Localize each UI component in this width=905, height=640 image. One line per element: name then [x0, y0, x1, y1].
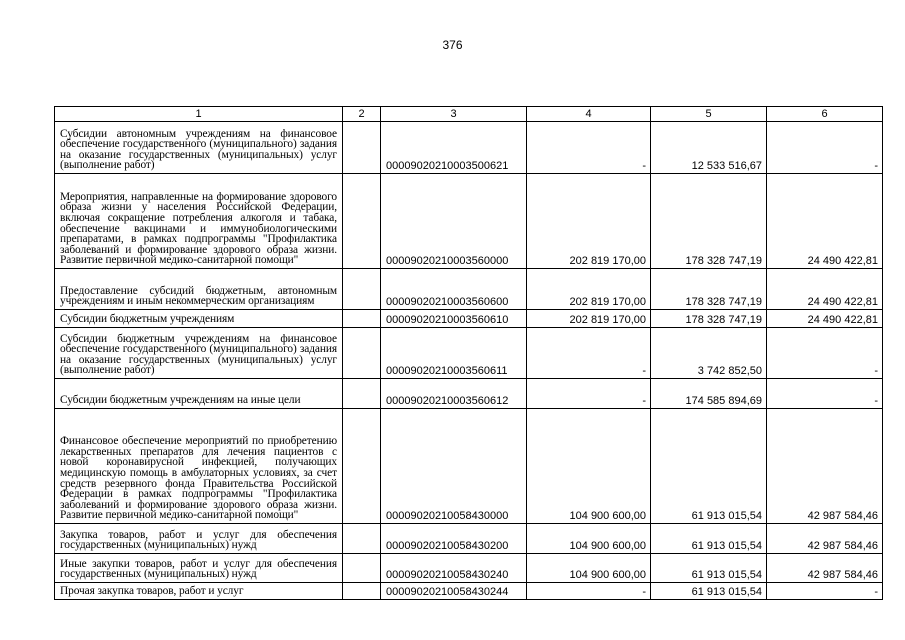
header-cell: 2: [343, 107, 381, 122]
row-value-6: -: [767, 122, 883, 174]
row-value-4: 104 900 600,00: [527, 524, 651, 554]
row-value-6: 24 490 422,81: [767, 269, 883, 310]
row-value-4: 104 900 600,00: [527, 409, 651, 524]
row-description: Финансовое обеспечение мероприятий по приобретению лекарственных препаратов для лечения пациентов с новой коронавирусной инфекцией, получающих медицинскую помощь в амбулаторных условиях, за счет средств резервного фонда Правительства Российской Федерации в рамках подпрограммы "Профилактика заболеваний и формирование здорового образа жизни. Развитие первичной медико-санитарной помощи": [55, 409, 343, 524]
row-value-5: 178 328 747,19: [651, 269, 767, 310]
row-value-6: -: [767, 583, 883, 600]
row-code: 00009020210003560612: [381, 379, 527, 409]
row-code: 00009020210058430200: [381, 524, 527, 554]
table-row: [55, 310, 883, 328]
table-row: [55, 269, 883, 310]
row-value-4: -: [527, 328, 651, 379]
header-cell: 1: [55, 107, 343, 122]
row-code: 00009020210003560600: [381, 269, 527, 310]
row-description: Иные закупки товаров, работ и услуг для обеспечения государственных (муниципальных) нужд: [55, 554, 343, 583]
header-cell: 6: [767, 107, 883, 122]
row-value-6: -: [767, 328, 883, 379]
table-header-row: [55, 107, 883, 122]
header-cell: 4: [527, 107, 651, 122]
row-col2: [343, 583, 381, 600]
row-code: 00009020210058430240: [381, 554, 527, 583]
row-value-6: 42 987 584,46: [767, 524, 883, 554]
row-description: Мероприятия, направленные на формирование здорового образа жизни у населения Российской Федерации, включая сокращение потребления алкоголя и табака, обеспечение вакцинами и иммунобиологическими препаратами, в рамках подпрограммы "Профилактика заболеваний и формирование здорового образа жизни. Развитие первичной медико-санитарной помощи": [55, 174, 343, 269]
row-value-5: 12 533 516,67: [651, 122, 767, 174]
row-description: Субсидии бюджетным учреждениям: [55, 310, 343, 328]
row-value-4: -: [527, 583, 651, 600]
table-row: [55, 583, 883, 600]
row-col2: [343, 122, 381, 174]
table-row: [55, 174, 883, 269]
row-value-5: 61 913 015,54: [651, 409, 767, 524]
row-code: 00009020210058430000: [381, 409, 527, 524]
row-value-5: 178 328 747,19: [651, 174, 767, 269]
budget-table: [54, 106, 883, 600]
row-description: Субсидии бюджетным учреждениям на финансовое обеспечение государственного (муниципального) задания на оказание государственных (муниципальных) услуг (выполнение работ): [55, 328, 343, 379]
row-value-5: 61 913 015,54: [651, 554, 767, 583]
row-value-4: 202 819 170,00: [527, 310, 651, 328]
row-value-5: 174 585 894,69: [651, 379, 767, 409]
row-code: 00009020210003560611: [381, 328, 527, 379]
row-value-4: -: [527, 379, 651, 409]
row-code: 00009020210003560000: [381, 174, 527, 269]
row-description: Прочая закупка товаров, работ и услуг: [55, 583, 343, 600]
row-description: Закупка товаров, работ и услуг для обеспечения государственных (муниципальных) нужд: [55, 524, 343, 554]
row-col2: [343, 554, 381, 583]
row-col2: [343, 379, 381, 409]
row-col2: [343, 310, 381, 328]
row-code: 00009020210003560610: [381, 310, 527, 328]
row-value-6: -: [767, 379, 883, 409]
row-value-5: 3 742 852,50: [651, 328, 767, 379]
row-col2: [343, 524, 381, 554]
row-value-5: 178 328 747,19: [651, 310, 767, 328]
table-row: [55, 524, 883, 554]
row-value-6: 24 490 422,81: [767, 174, 883, 269]
row-value-4: 202 819 170,00: [527, 269, 651, 310]
row-col2: [343, 328, 381, 379]
row-value-5: 61 913 015,54: [651, 524, 767, 554]
row-code: 00009020210058430244: [381, 583, 527, 600]
row-value-6: 42 987 584,46: [767, 554, 883, 583]
row-value-5: 61 913 015,54: [651, 583, 767, 600]
table-row: [55, 328, 883, 379]
row-value-6: 24 490 422,81: [767, 310, 883, 328]
row-value-4: 104 900 600,00: [527, 554, 651, 583]
row-value-6: 42 987 584,46: [767, 409, 883, 524]
table-row: [55, 409, 883, 524]
row-description: Субсидии бюджетным учреждениям на иные цели: [55, 379, 343, 409]
row-value-4: -: [527, 122, 651, 174]
row-code: 00009020210003500621: [381, 122, 527, 174]
table-row: [55, 379, 883, 409]
page-number: 376: [442, 38, 463, 52]
row-description: Субсидии автономным учреждениям на финансовое обеспечение государственного (муниципального) задания на оказание государственных (муниципальных) услуг (выполнение работ): [55, 122, 343, 174]
row-value-4: 202 819 170,00: [527, 174, 651, 269]
header-cell: 5: [651, 107, 767, 122]
row-col2: [343, 174, 381, 269]
header-cell: 3: [381, 107, 527, 122]
row-col2: [343, 409, 381, 524]
row-description: Предоставление субсидий бюджетным, автономным учреждениям и иным некоммерческим организациям: [55, 269, 343, 310]
table-row: [55, 554, 883, 583]
table-row: [55, 122, 883, 174]
row-col2: [343, 269, 381, 310]
